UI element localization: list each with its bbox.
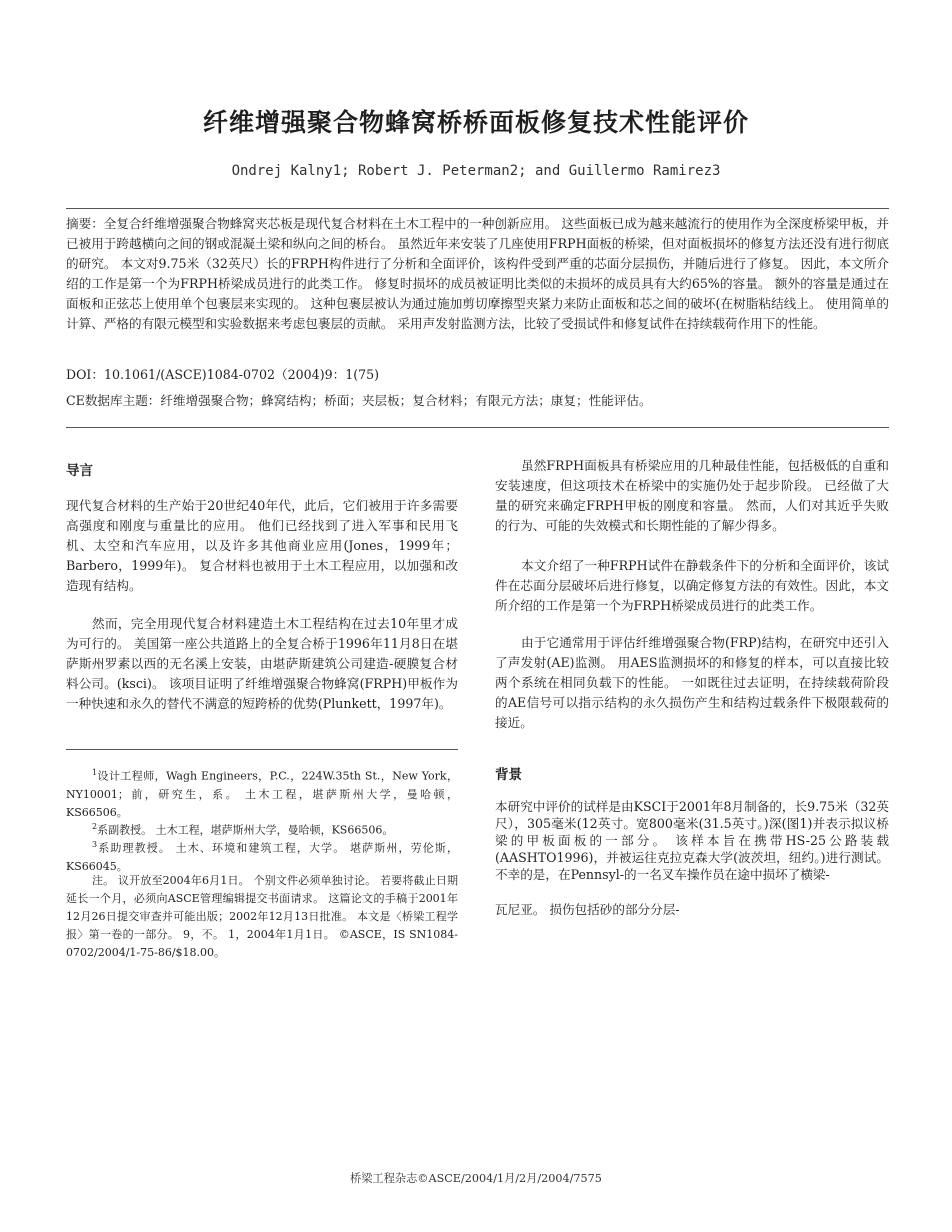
intro-heading: 导言	[66, 463, 93, 479]
right-paragraph-3: 由于它通常用于评估纤维增强聚合物(FRP)结构，在研究中还引入了声发射(AE)监测。 用AES监测损坏的和修复的样本，可以直接比较两个系统在相同负载下的性能。 一如既往过去证明，在持续载荷阶段的AE信号可以指示结构的永久损伤产生和结构过载条件下极限载荷的接近。	[495, 635, 889, 730]
footnote-rule	[66, 749, 458, 750]
keywords-line: CE数据库主题：纤维增强聚合物；蜂窝结构；桥面；夹层板；复合材料；有限元方法；康复；性能评估。	[66, 393, 652, 408]
abstract-top-rule	[66, 208, 889, 209]
page-footer: 桥梁工程杂志©ASCE/2004/1月/2月/2004/7575	[350, 1172, 602, 1185]
footnote-mark-1: 1	[92, 768, 98, 777]
abstract-bottom-rule	[66, 427, 889, 428]
background-heading: 背景	[495, 767, 522, 783]
background-paragraph-1: 本研究中评价的试样是由KSCI于2001年8月制备的，长9.75米（32英尺），305毫米(12英寸。宽800毫米(31.5英寸。)深(图1)并表示拟议桥梁的甲板面板的一部分。 该样本旨在携带HS-25公路装载(AASHTO1996)，并被运往克拉克森大学(波茨坦，纽约。)进行测试。 不幸的是，在Pennsyl-的一名叉车操作员在途中损坏了横梁-	[495, 799, 889, 882]
footnote-mark-2: 2	[92, 822, 98, 831]
author-list: Ondrej Kalny1; Robert J. Peterman2; and Guillermo Ramirez3	[231, 163, 721, 179]
right-paragraph-2: 本文介绍了一种FRPH试件在静载条件下的分析和全面评价，该试件在芯面分层破坏后进行修复，以确定修复方法的有效性。因此，本文所介绍的工作是第一个为FRPH桥梁成员进行的此类工作。	[495, 558, 889, 613]
right-paragraph-1: 虽然FRPH面板具有桥梁应用的几种最佳性能，包括极低的自重和安装速度，但这项技术在桥梁中的实施仍处于起步阶段。 已经做了大量的研究来确定FRPH甲板的刚度和容量。 然而，人们对其近乎失败的行为、可能的失效模式和长期性能的了解少得多。	[495, 458, 889, 533]
footnote-3-text: 系助理教授。 土木、环境和建筑工程，大学。 堪萨斯州，劳伦斯，KS66045。	[66, 841, 458, 873]
abstract: 摘要：全复合纤维增强聚合物蜂窝夹芯板是现代复合材料在土木工程中的一种创新应用。 这些面板已成为越来越流行的使用作为全深度桥梁甲板，并已被用于跨越横向之间的钢或混凝土梁和纵向之间的桥台。 虽然近年来安装了几座使用FRPH面板的桥梁，但对面板损坏的修复方法还没有进行彻底的研究。 本文对9.75米（32英尺）长的FRPH构件进行了分析和全面评价，该构件受到严重的芯面分层损伤，并随后进行了修复。 因此，本文所介绍的工作是第一个为FRPH桥梁成员进行的此类工作。 修复时损坏的成员被证明比类似的未损坏的成员具有大约65%的容量。 额外的容量是通过在面板和正弦芯上使用单个包裹层来实现的。 这种包裹层被认为通过施加剪切摩擦型夹紧力来防止面板和芯之间的破坏(在树脂粘结线上。 使用简单的计算、严格的有限元模型和实验数据来考虑包裹层的贡献。 采用声发射监测方法，比较了受损试件和修复试件在持续载荷作用下的性能。	[66, 216, 889, 331]
intro-paragraph-2: 然而，完全用现代复合材料建造土木工程结构在过去10年里才成为可行的。 美国第一座公共道路上的全复合桥于1996年11月8日在堪萨斯州罗素以西的无名溪上安装，由堪萨斯建筑公司建造-硬膜复合材料公司。(ksci)。 该项目证明了纤维增强聚合物蜂窝(FRPH)甲板作为一种快速和永久的替代不满意的短跨桥的优势(Plunkett，1997年)。	[66, 616, 458, 711]
discussion-note: 注。 议开放至2004年6月1日。 个别文件必须单独讨论。 若要将截止日期延长一个月，必须向ASCE管理编辑提交书面请求。 这篇论文的手稿于2001年12月26日提交审查并可能出版；2002年12月13日批准。 本文是〈桥梁工程学报〉第一卷的一部分。 9，不。 1，2004年1月1日。 ©ASCE，IS SN1084-0702/2004/1-75-86/$18.00。	[66, 874, 458, 959]
footnote-2-text: 系副教授。 土木工程，堪萨斯州大学，曼哈顿，KS66506。	[97, 823, 394, 837]
footnote-mark-3: 3	[92, 840, 98, 849]
footnote-1-text: 设计工程师，Wagh Engineers，P.C.，224W.35th St.，New York，NY10001；前，研究生，系。 土木工程，堪萨斯州大学，曼哈顿，KS66506。	[66, 769, 458, 819]
footnote-3	[66, 836, 458, 876]
background-paragraph-2: 瓦尼亚。 损伤包括砂的部分分层-	[495, 902, 680, 917]
paper-title: 纤维增强聚合物蜂窝桥桥面板修复技术性能评价	[202, 108, 749, 137]
doi-line: DOI：10.1061/(ASCE)1084-0702（2004)9：1(75)	[66, 367, 380, 382]
footnote-1	[66, 764, 458, 822]
intro-paragraph-1: 现代复合材料的生产始于20世纪40年代，此后，它们被用于许多需要高强度和刚度与重量比的应用。 他们已经找到了进入军事和民用飞机、太空和汽车应用，以及许多其他商业应用(Jones，1999年；Barbero，1999年)。 复合材料也被用于土木工程应用，以加强和改造现有结构。	[66, 498, 458, 593]
